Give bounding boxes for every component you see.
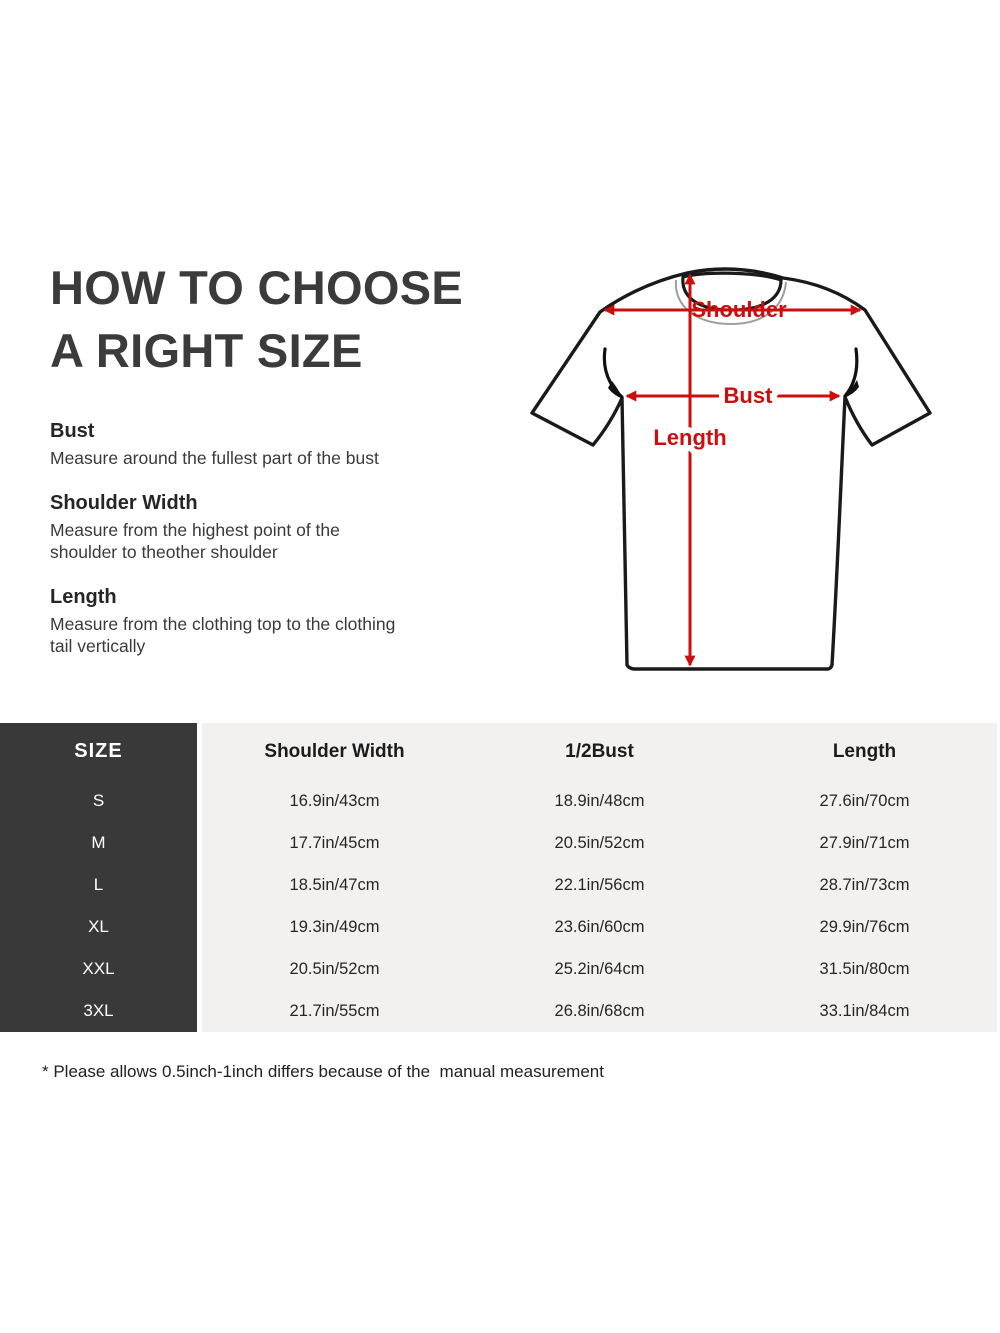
size-table-size-column: [0, 723, 197, 1032]
table-cell-l-length: 28.7in/73cm: [819, 875, 910, 894]
table-header-length: Length: [832, 740, 897, 762]
table-cell-xxl-bust: 25.2in/64cm: [554, 959, 645, 978]
table-header-half-bust: 1/2Bust: [565, 740, 634, 762]
size-row-label-m: M: [91, 833, 106, 852]
size-row-label-s: S: [92, 791, 105, 810]
table-cell-xl-length: 29.9in/76cm: [819, 917, 910, 936]
measure-section-shoulder-width: [50, 490, 470, 564]
intro-block: [50, 256, 470, 678]
table-cell-s-length: 27.6in/70cm: [819, 791, 910, 810]
page-title-line2: A RIGHT SIZE: [50, 324, 363, 377]
table-cell-xl-bust: 23.6in/60cm: [554, 917, 645, 936]
table-cell-s-bust: 18.9in/48cm: [554, 791, 645, 810]
table-cell-xxl-length: 31.5in/80cm: [819, 959, 910, 978]
size-row-label-3xl: 3XL: [83, 1001, 114, 1020]
tshirt-outline: [532, 269, 930, 669]
table-cell-3xl-shoulder: 21.7in/55cm: [289, 1001, 380, 1020]
measure-heading-shoulder-width: Shoulder Width: [50, 491, 198, 514]
bust-arrow-label: Bust: [723, 383, 773, 408]
tshirt-measurement-diagram: [510, 250, 960, 690]
measure-body-shoulder-width: Measure from the highest point of the shoulder to theother shoulder: [50, 519, 340, 562]
table-cell-xxl-shoulder: 20.5in/52cm: [289, 959, 380, 978]
measure-section-bust: [50, 418, 470, 470]
measure-heading-length: Length: [50, 585, 117, 608]
size-row-label-xl: XL: [88, 917, 109, 936]
table-cell-3xl-bust: 26.8in/68cm: [554, 1001, 645, 1020]
size-row-label-xxl: XXL: [82, 959, 115, 978]
size-table-values: [202, 723, 997, 1032]
measure-heading-bust: Bust: [50, 420, 95, 442]
size-row-label-l: L: [93, 875, 104, 894]
table-cell-3xl-length: 33.1in/84cm: [819, 1001, 910, 1020]
table-cell-m-shoulder: 17.7in/45cm: [289, 833, 380, 852]
measurement-disclaimer: * Please allows 0.5inch-1inch differs because of the manual measurement: [42, 1062, 604, 1081]
shoulder-arrow-label: Shoulder: [691, 297, 787, 322]
measure-body-bust: Measure around the fullest part of the bust: [50, 448, 379, 468]
measure-body-length: Measure from the clothing top to the clothing tail vertically: [50, 613, 396, 656]
table-cell-xl-shoulder: 19.3in/49cm: [289, 917, 380, 936]
length-arrow-label: Length: [653, 425, 727, 450]
measure-section-length: [50, 584, 470, 658]
table-cell-s-shoulder: 16.9in/43cm: [289, 791, 380, 810]
table-cell-l-shoulder: 18.5in/47cm: [289, 875, 380, 894]
table-header-shoulder-width: Shoulder Width: [264, 740, 405, 762]
table-cell-m-bust: 20.5in/52cm: [554, 833, 645, 852]
page-title-line1: HOW TO CHOOSE: [50, 261, 463, 314]
page-title: [50, 256, 470, 382]
table-cell-l-bust: 22.1in/56cm: [554, 875, 645, 894]
table-cell-m-length: 27.9in/71cm: [819, 833, 910, 852]
size-table: [0, 723, 997, 1032]
table-header-size: SIZE: [74, 740, 123, 762]
